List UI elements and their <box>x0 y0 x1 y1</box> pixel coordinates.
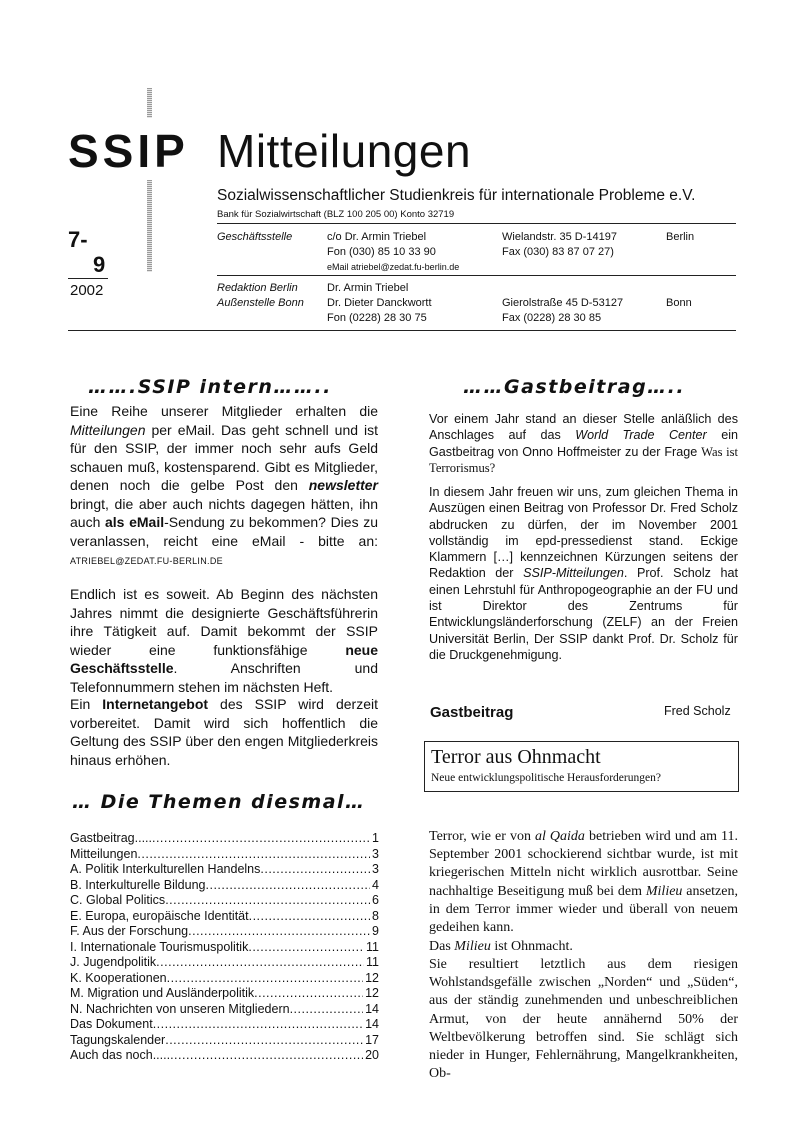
intern-heading: …….SSIP intern…….. <box>88 376 332 398</box>
toc-entry <box>70 862 379 878</box>
issue-number-bottom: 9 <box>93 252 106 277</box>
toc-leader-dots <box>206 878 371 894</box>
toc-entry <box>70 1033 379 1049</box>
toc-entry <box>70 940 379 956</box>
toc-leader-dots <box>165 1033 363 1049</box>
office-city: Berlin <box>666 231 695 243</box>
text-run: . Prof. Scholz hat einen Lehrstuhl für Anthropogeographie an der FU und ist Direktor des Zentrums für Entwicklungsländerforschung (ZELF) an der Freien Universität Berlin, Der SSIP dankt Prof. Dr. Scholz für die Druckgenehmigung. <box>429 566 738 662</box>
editorial-phone: Fon (0228) 28 30 75 <box>327 312 427 324</box>
toc-entry-title: F. Aus der Forschung <box>70 924 189 938</box>
issue-year: 2002 <box>70 282 104 299</box>
toc-leader-dots <box>290 1002 364 1018</box>
text-run: Sie resultiert letztlich aus dem riesigen Wohlstandsgefälle zwischen „Norden“ und „Süden“, aus der ständig zunehmenden und unbeschreiblichen Armut, von der heute annähernd 50% der Weltbevölkerung betroffen sind. Sie schlägt sich nieder in Hunger, Fehlernährung, Mangelkrankheiten, Ob- <box>429 957 738 1082</box>
toc-entry <box>70 893 379 909</box>
text-run: Mitteilungen <box>70 421 146 438</box>
text-run: ein Gastbeitrag von Onno Hoffmeister zu der Frage <box>429 428 739 459</box>
text-run: neue Geschäftsstelle <box>70 641 378 676</box>
article-subtitle: Neue entwicklungspolitische Herausforderungen? <box>431 772 661 784</box>
toc-entry <box>70 924 379 940</box>
toc-entry-title: Auch das noch..... <box>70 1048 171 1062</box>
article-paragraph-3 <box>429 956 738 1083</box>
masthead-title: Mitteilungen <box>217 125 472 177</box>
text-run: per eMail. Das geht schnell und ist für den SSIP, der immer noch sehr aufs Geld schauen muß, kostensparend. Gibt es Mitglieder, denen noch die gelbe Post den <box>70 421 378 493</box>
bonn-city: Bonn <box>666 297 692 309</box>
toc-entry-page: 4 <box>372 877 379 892</box>
bonn-fax: Fax (0228) 28 30 85 <box>502 312 602 324</box>
issue-number-top: 7- <box>68 227 88 252</box>
intern-paragraph-2 <box>70 585 378 696</box>
article-paragraph-2 <box>429 938 738 956</box>
text-run: World Trade Center <box>575 428 707 443</box>
toc-entry-title: M. Migration und Ausländerpolitik <box>70 986 255 1000</box>
masthead-ssip: SSIP <box>68 125 189 177</box>
toc-entry-title: C. Global Politics <box>70 893 166 907</box>
text-run: newsletter <box>308 477 378 493</box>
toc-entry-page: 8 <box>372 908 379 923</box>
text-run: Endlich ist es soweit. Ab Beginn des nächsten Jahres nimmt die designierte Geschäftsführerin ihre Tätigkeit auf. Damit bekommt der SSIP wieder eine funktionsfähige <box>70 586 378 658</box>
toc-leader-dots <box>137 847 370 863</box>
article-title: Terror aus Ohnmacht <box>431 746 601 768</box>
header-bottom-rule <box>68 330 736 331</box>
toc-entry <box>70 986 379 1002</box>
gast-heading: ……Gastbeitrag….. <box>463 376 686 398</box>
text-run: ATRIEBEL@ZEDAT.FU-BERLIN.DE <box>70 556 223 566</box>
issue-rule <box>68 278 108 279</box>
text-run: -Sendung zu bekommen? Dies zu veranlassen, reicht eine eMail - bitte an: <box>70 514 378 549</box>
toc-leader-dots <box>254 986 363 1002</box>
toc-entry-title: Das Dokument <box>70 1017 153 1031</box>
toc-leader-dots <box>170 1048 363 1064</box>
toc-entry <box>70 847 379 863</box>
toc-leader-dots <box>153 1017 363 1033</box>
text-run: Das <box>429 939 455 954</box>
toc-entry-page: 3 <box>372 862 379 876</box>
toc-entry-page: 3 <box>372 846 379 861</box>
masthead-rule <box>217 223 736 224</box>
office-fax: Fax (030) 83 87 07 27) <box>502 246 614 258</box>
text-run: al Qaida <box>535 829 585 844</box>
office-phone: Fon (030) 85 10 33 90 <box>327 246 436 258</box>
contacts-rule <box>217 275 736 276</box>
toc-entry-title: Mitteilungen <box>70 846 138 861</box>
toc-entry-page: 11 <box>366 939 379 954</box>
office-label: Geschäftsstelle <box>217 231 293 243</box>
toc-leader-dots <box>167 971 363 987</box>
text-run: Ein <box>70 696 103 712</box>
editorial-name-berlin: Dr. Armin Triebel <box>327 282 409 294</box>
toc-entry-title: E. Europa, europäische Identität <box>70 908 249 923</box>
toc-entry <box>70 878 379 894</box>
toc-entry-page: 20 <box>365 1048 379 1062</box>
toc-leader-dots <box>188 924 370 940</box>
toc-entry-title: I. Internationale Tourismuspolitik <box>70 939 249 954</box>
text-run: In diesem Jahr freuen wir uns, zum gleichen Thema in Auszügen einen Beitrag von Professor Dr. Fred Scholz abdrucken zu dürfen, der im November 2001 vollständig im epd-pressedienst stand. Eckige Klammern […] kennzeichnen Kürzungen seitens der Redaktion der <box>429 485 738 581</box>
toc-entry-page: 14 <box>365 1017 379 1031</box>
toc-entry-title: Tagungskalender <box>70 1032 166 1047</box>
toc-entry-page: 1 <box>372 831 379 845</box>
toc-entry <box>70 1017 379 1033</box>
toc-entry-page: 14 <box>365 1001 379 1016</box>
text-run: SSIP-Mitteilungen <box>523 566 624 581</box>
office-email: eMail atriebel@zedat.fu-berlin.de <box>327 262 460 272</box>
toc-entry-title: Gastbeitrag..... <box>70 831 152 845</box>
intern-paragraph-3 <box>70 695 378 769</box>
bonn-street: Gierolstraße 45 D-53127 <box>502 297 624 309</box>
text-run: Terror, wie er von <box>429 829 535 844</box>
decorative-bar-top <box>147 88 152 118</box>
toc-entry-page: 17 <box>365 1032 379 1047</box>
text-run: ist Ohnmacht. <box>490 939 573 954</box>
text-run: als eMail <box>105 514 165 530</box>
toc-entry <box>70 909 379 925</box>
toc-leader-dots <box>260 862 370 878</box>
masthead-subtitle: Sozialwissenschaftlicher Studienkreis für internationale Probleme e.V. <box>217 187 696 204</box>
toc-entry-title: N. Nachrichten von unseren Mitgliedern <box>70 1001 290 1016</box>
editorial-label-bonn: Außenstelle Bonn <box>217 297 304 309</box>
toc-leader-dots <box>249 909 370 925</box>
article-paragraph-1 <box>429 828 738 937</box>
text-run: Milieu <box>645 883 683 899</box>
gast-author: Fred Scholz <box>664 704 731 718</box>
text-run: Milieu <box>454 939 491 954</box>
toc-entry-page: 12 <box>365 986 379 1000</box>
toc-entry-title: K. Kooperationen <box>70 970 167 985</box>
toc-leader-dots <box>156 955 364 971</box>
office-street: Wielandstr. 35 D-14197 <box>502 231 617 243</box>
text-run: Was ist Terrorismus? <box>429 444 739 475</box>
gast-intro-paragraph-1 <box>429 411 738 476</box>
toc-entry-title: B. Interkulturelle Bildung <box>70 877 206 892</box>
text-run: Eine Reihe unserer Mitglieder erhalten die <box>70 403 378 419</box>
office-name: c/o Dr. Armin Triebel <box>327 231 427 243</box>
toc-entry-title: A. Politik Interkulturellen Handelns <box>70 862 261 876</box>
toc-entry <box>70 1002 379 1018</box>
table-of-contents <box>70 831 379 1064</box>
editorial-label-berlin: Redaktion Berlin <box>217 282 298 294</box>
toc-entry <box>70 971 379 987</box>
text-run: . Anschriften und Telefonnummern stehen im nächsten Heft. <box>70 660 378 695</box>
article-title-box <box>424 741 739 792</box>
toc-entry-page: 9 <box>372 924 379 938</box>
editorial-name-bonn: Dr. Dieter Danckwortt <box>327 297 432 309</box>
text-run: Internetangebot <box>102 696 209 712</box>
toc-entry <box>70 955 379 971</box>
gast-intro-paragraph-2 <box>429 484 738 663</box>
toc-entry-page: 11 <box>366 955 379 969</box>
toc-heading: … Die Themen diesmal… <box>72 791 366 813</box>
text-run: betrieben wird und am 11. September 2001 schockierend sichtbar wurde, ist mit kriegerischen Mitteln nicht wirklich ausrottbar. Seine nachhaltige Beseitigung muß bei dem <box>429 829 738 899</box>
toc-leader-dots <box>248 940 364 956</box>
gast-label: Gastbeitrag <box>430 704 514 721</box>
text-run: bringt, die aber auch nichts dagegen hätten, ihn auch <box>70 495 378 530</box>
toc-entry <box>70 1048 379 1064</box>
toc-leader-dots <box>152 831 370 847</box>
decorative-bar-bottom <box>147 180 152 272</box>
toc-entry <box>70 831 379 847</box>
toc-entry-page: 6 <box>372 893 379 907</box>
intern-paragraph-1 <box>70 402 378 571</box>
text-run: Vor einem Jahr stand an dieser Stelle anläßlich des Anschlages auf das <box>429 412 738 443</box>
text-run: des SSIP wird derzeit vorbereitet. Damit wird sich hoffentlich die Geltung des SSIP über den engen Mitgliederkreis hinaus erhöhen. <box>70 696 378 768</box>
bank-details: Bank für Sozialwirtschaft (BLZ 100 205 00) Konto 32719 <box>217 209 455 220</box>
toc-entry-page: 12 <box>365 970 379 985</box>
toc-leader-dots <box>165 893 370 909</box>
toc-entry-title: J. Jugendpolitik <box>70 955 157 969</box>
text-run: ansetzen, in dem Terror immer wieder und überall von neuem gedeihen kann. <box>429 883 738 936</box>
